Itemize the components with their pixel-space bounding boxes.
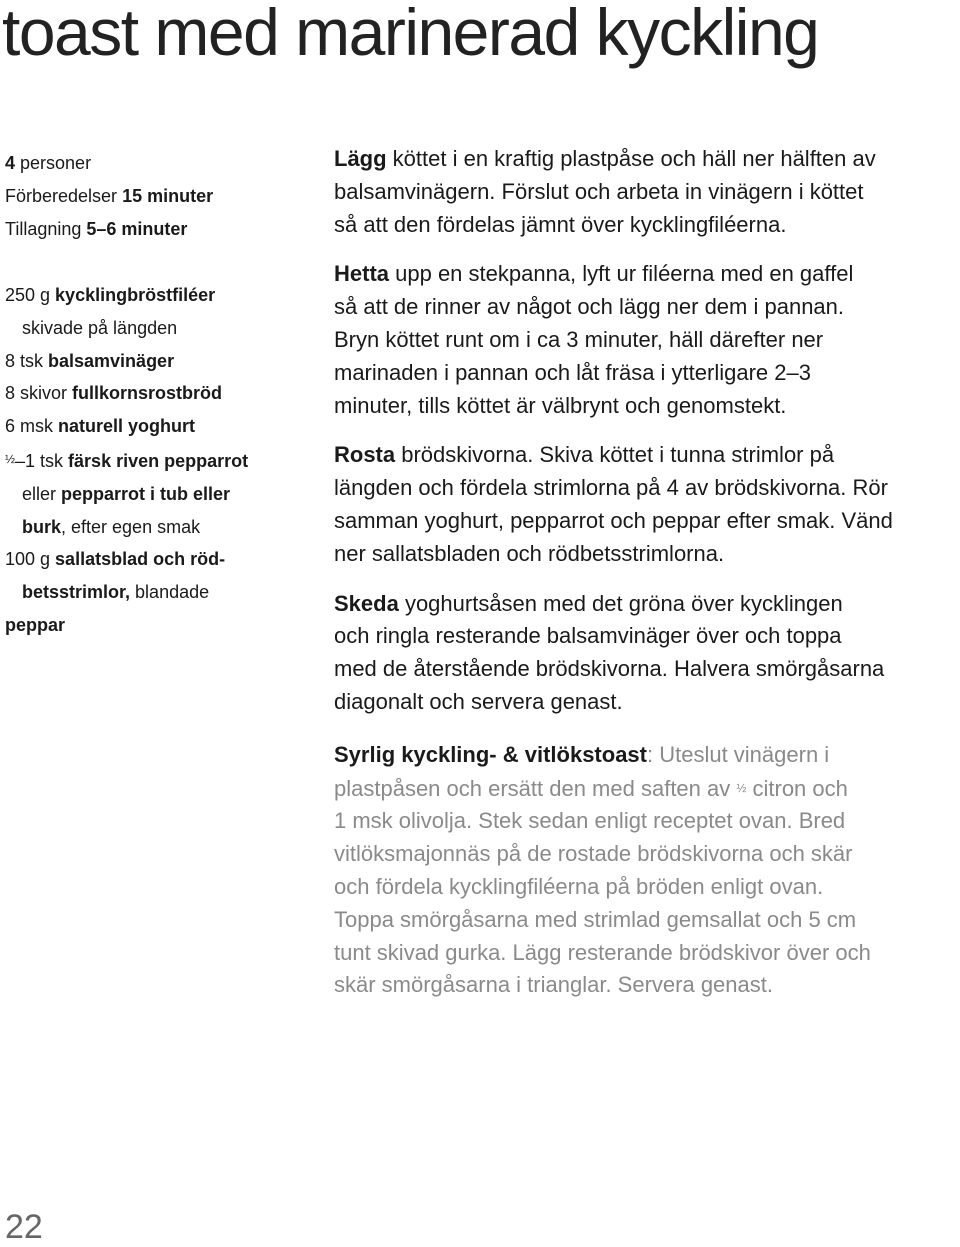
ingredient-list — [5, 279, 315, 642]
step-4: Skeda yoghurtsåsen med det gröna över kycklingen och ringla resterande balsamvinäger över och toppa med de återstående brödskivorna. Halvera smörgåsarna diagonalt och servera genast. — [334, 590, 885, 714]
recipe-variant: Syrlig kyckling- & vitlökstoast: Uteslut vinägern i plastpåsen och ersätt den med saften av ½ citron och 1 msk olivolja. Stek sedan enligt receptet ovan. Bred vitlöksmajonnäs på de rostade brödskivorna och skär och fördela kycklingfiléerna på bröden enligt ovan. Toppa smörgåsarna med strimlad gemsallat och 5 cm tunt skivad gurka. Lägg resterande brödskivor över och skär smörgåsarna i trianglar. Servera genast. — [334, 741, 871, 998]
ingredient-note: betsstrimlor, blandade — [22, 582, 210, 603]
ingredient-note: burk, efter egen smak — [22, 516, 201, 537]
step-2: Hetta upp en stekpanna, lyft ur filéerna med en gaffel så att de rinner av något och lägg ner dem i pannan. Bryn köttet runt om i ca 3 minuter, häll därefter ner marinaden i pannan och låt fräsa i ytterligare 2–3 minuter, tills köttet är välbrynt och genomstekt. — [334, 261, 854, 418]
step-1: Lägg köttet i en kraftig plastpåse och häll ner hälften av balsamvinägern. Förslut och arbeta in vinägern i köttet så att den fördelas jämnt över kycklingfiléerna. — [334, 146, 876, 237]
step-3: Rosta brödskivorna. Skiva köttet i tunna strimlor på längden och fördela strimlorna på 4 av brödskivorna. Rör samman yoghurt, pepparrot och peppar efter smak. Vänd ner sallatsbladen och rödbetsstrimlorna. — [334, 442, 893, 566]
servings: 4 personer — [5, 153, 92, 173]
page-number: 22 — [5, 1208, 43, 1246]
ingredient-item: 100 g sallatsblad och röd- — [5, 549, 226, 570]
ingredient-item: 8 tsk balsamvinäger — [5, 350, 175, 371]
instructions — [334, 143, 960, 1019]
ingredient-note: skivade på längden — [22, 317, 178, 338]
ingredient-item: peppar — [5, 614, 66, 635]
ingredient-note: eller pepparrot i tub eller — [22, 483, 231, 504]
cook-time: Tillagning 5–6 minuter — [5, 219, 188, 239]
ingredient-item: 8 skivor fullkornsrostbröd — [5, 383, 223, 404]
prep-time: Förberedelser 15 minuter — [5, 186, 214, 206]
ingredient-item: 6 msk naturell yoghurt — [5, 416, 196, 437]
ingredient-item: $^{\frac{1}{2}}$–1 tsk färsk riven pepparrot — [5, 450, 249, 471]
variant-title: Syrlig kyckling- & vitlökstoast — [334, 741, 647, 767]
recipe-title: toast med marinerad kyckling — [2, 0, 819, 69]
recipe-meta — [5, 147, 315, 246]
ingredient-item: 250 g kycklingbröstfiléer — [5, 285, 216, 305]
